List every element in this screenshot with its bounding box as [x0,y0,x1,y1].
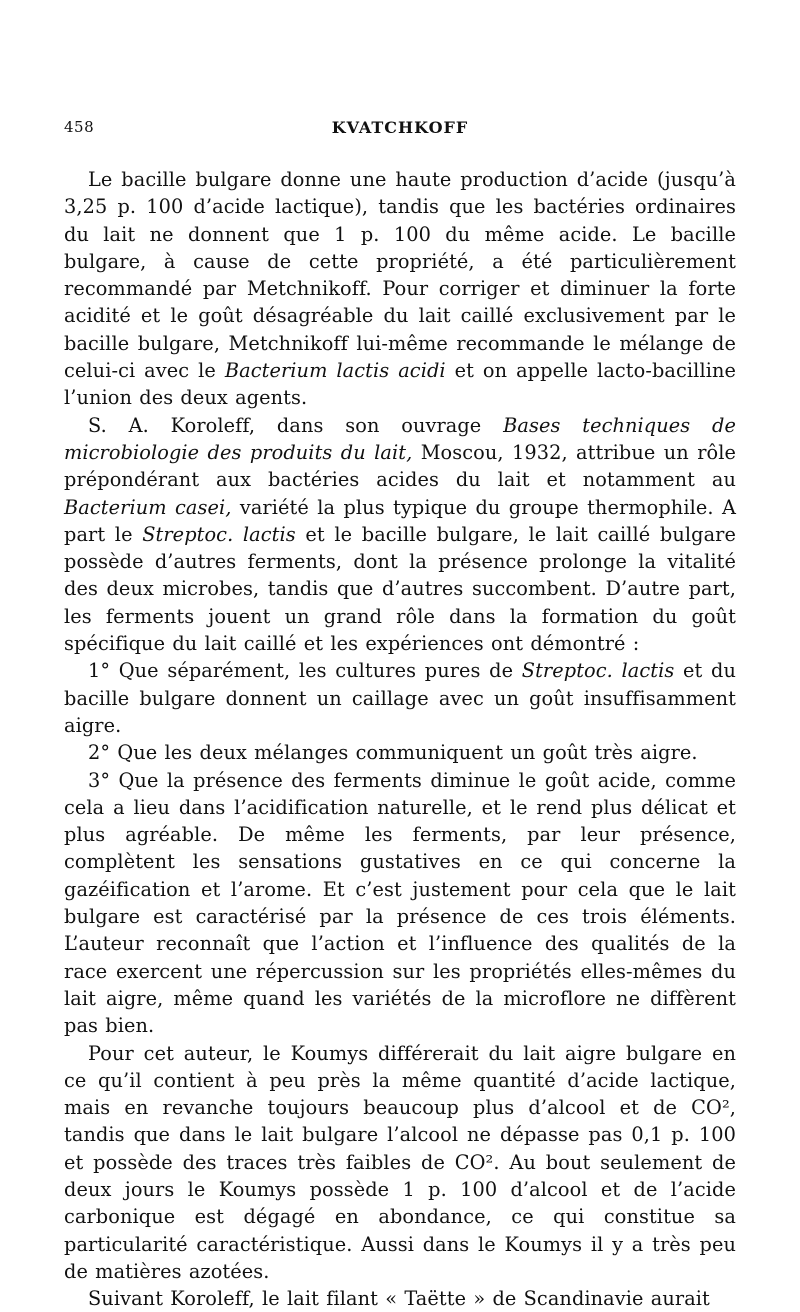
italic-text-span: Streptoc. lactis [142,522,296,546]
italic-text-span: Streptoc. lactis [521,659,675,683]
paragraph [64,1285,736,1312]
italic-text-span: Bacterium lactis acidi [224,359,446,383]
text-span: Suivant Koroleff, le lait filant « Taëtte » de Scandinavie aurait [88,1287,710,1311]
page-number: 458 [64,118,95,136]
text-body [64,166,736,1312]
text-span: 1° Que séparément, les cultures pures de [88,659,522,683]
page-header [64,118,736,142]
text-span: Moscou, 1932, attribue un rôle prépondérant aux bactéries acides du lait et notamment au [64,440,736,492]
text-span: 3° Que la présence des ferments diminue le goût acide, comme cela a lieu dans l’acidification naturelle, et le rend plus délicat et plus agréable. De même les ferments, par leur présence, complètent les sensations gustatives en ce qui concerne la gazéification et l’arome. Et c’est justement pour cela que le lait bulgare est caractérisé par la présence de ces trois éléments. L’auteur reconnaît que l’action et l’influence des qualités de la race exercent une répercussion sur les propriétés elles-mêmes du lait aigre, même quand les variétés de la microflore ne diffèrent pas bien. [64,768,736,1038]
text-span: S. A. Koroleff, dans son ouvrage [88,413,504,437]
paragraph [64,166,736,412]
text-span: et du bacille bulgare donnent un caillage avec un goût insuffisamment aigre. [64,659,736,737]
text-span: Pour cet auteur, le Koumys différerait du lait aigre bulgare en ce qu’il contient à peu près la même quantité d’acide lactique, mais en revanche toujours beaucoup plus d’alcool et de CO², tandis que dans le lait bulgare l’alcool ne dépasse pas 0,1 p. 100 et possède des traces très faibles de CO². Au bout seulement de deux jours le Koumys possède 1 p. 100 d’alcool et de l’acide carbonique est dégagé en abondance, ce qui constitue sa particularité caractéristique. Aussi dans le Koumys il y a très peu de matières azotées. [64,1041,736,1283]
italic-text-span: Bases techniques de microbiologie des produits du lait, [64,413,736,464]
text-span: et on appelle lacto-bacilline l’union des deux agents. [64,359,737,410]
text-span: Le bacille bulgare donne une haute production d’acide (jusqu’à 3,25 p. 100 d’acide lactique), tandis que les bactéries ordinaires du lait ne donnent que 1 p. 100 du même acide. Le bacille bulgare, à cause de cette propriété, a été particulièrement recommandé par Metchnikoff. Pour corriger et diminuer la forte acidité et le goût désagréable du lait caillé exclusivement par le bacille bulgare, Metchnikoff lui-même recommande le mélange de celui-ci avec le [64,168,736,383]
paragraph [64,1040,736,1286]
italic-text-span: Bacterium casei, [64,495,232,519]
paragraph [64,767,736,1040]
paragraph [64,412,736,658]
running-head: KVATCHKOFF [331,118,469,137]
paragraph [64,739,736,766]
paragraph [64,657,736,739]
text-span: variété la plus typique du groupe thermophile. A part le [64,495,736,546]
text-span: et le bacille bulgare, le lait caillé bulgare possède d’autres ferments, dont la présence prolonge la vitalité des deux microbes, tandis que d’autres succombent. D’autre part, les ferments jouent un grand rôle dans la formation du goût spécifique du lait caillé et les expériences ont démontré : [64,522,736,656]
text-span: 2° Que les deux mélanges communiquent un goût très aigre. [88,741,698,765]
